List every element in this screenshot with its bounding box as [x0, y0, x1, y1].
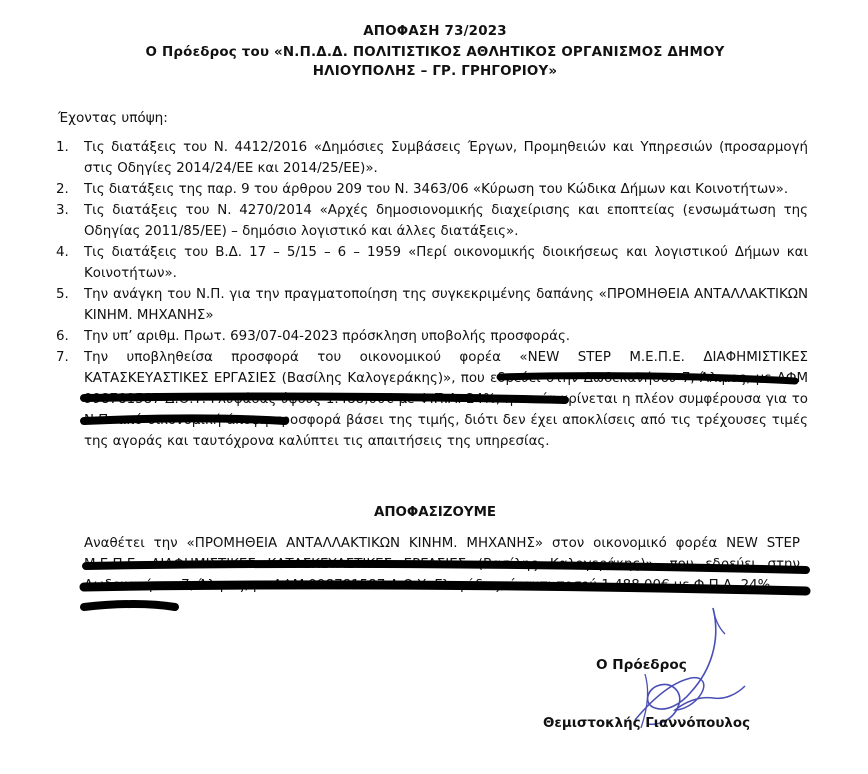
list-item [56, 200, 808, 242]
item-number: 3. [56, 203, 69, 218]
list-item [56, 242, 808, 284]
item-text: Τις διατάξεις του Ν. 4270/2014 «Αρχές δημοσιονομικής διαχείρισης και εποπτείας (ενσωμάτωση της Οδηγίας 2011/85/ΕΕ) – δημόσιο λογιστικό και άλλες διατάξεις». [84, 203, 808, 239]
item-text: Την υπ’ αριθμ. Πρωτ. 693/07-04-2023 πρόσκληση υποβολής προσφοράς. [84, 329, 571, 344]
item-number: 4. [56, 245, 69, 260]
header-line-3: ΗΛΙΟΥΠΟΛΗΣ – ΓΡ. ΓΡΗΓΟΡΙΟΥ» [312, 64, 558, 79]
item-number: 6. [56, 329, 69, 344]
signature-title: Ο Πρόεδρος [596, 657, 687, 673]
decision-text: Αναθέτει την «ΠΡΟΜΗΘΕΙΑ ΑΝΤΑΛΛΑΚΤΙΚΩΝ ΚΙΝΗΜ. ΜΗΧΑΝΗΣ» στον οικονομικό φορέα NEW STEP Μ.Ε.Π.Ε. ΔΙΑΦΗΜΙΣΤΙΚΕΣ ΚΑΤΑΣΚΕΥΑΣΤΙΚΕΣ ΕΡΓΑΣΙΕΣ (Βασίλης Καλογεράκης)», που εδρεύει στην Δωδεκανήσου 7, Άλιμος, με ΑΦΜ 998781587 Δ.Ο.Υ. Γλυφάδας, έναντι ποσού 1.488,00€ με Φ.Π.Α. 24%. [84, 536, 800, 593]
header-line-2: Ο Πρόεδρος του «Ν.Π.Δ.Δ. ΠΟΛΙΤΙΣΤΙΚΟΣ ΑΘΛΗΤΙΚΟΣ ΟΡΓΑΝΙΣΜΟΣ ΔΗΜΟΥ [145, 45, 725, 60]
list-item [56, 284, 808, 326]
item-number: 7. [56, 350, 69, 365]
considerations-list [56, 137, 808, 452]
item-text: Τις διατάξεις του Ν. 4412/2016 «Δημόσιες Συμβάσεις Έργων, Προμηθειών και Υπηρεσιών (προσαρμογή στις Οδηγίες 2014/24/ΕΕ και 2014/25/ΕΕ)». [84, 140, 808, 176]
item-text: Την υποβληθείσα προσφορά του οικονομικού φορέα «NEW STEP Μ.Ε.Π.Ε. ΔΙΑΦΗΜΙΣΤΙΚΕΣ ΚΑΤΑΣΚΕΥΑΣΤΙΚΕΣ ΕΡΓΑΣΙΕΣ (Βασίλης Καλογεράκης)», που εδρεύει στην Δωδεκανήσου 7, Άλιμος, με ΑΦΜ 998781587 Δ.Ο.Υ. Γλυφάδας ύψους 1.488,00€ με Φ.Π.Α. 24%, η οποία κρίνεται η πλέον συμφέρουσα για το Ν.Π. από οικονομική άποψη προσφορά βάσει της τιμής, διότι δεν έχει αποκλίσεις από τις τρέχουσες τιμές της αγοράς και ταυτόχρονα καλύπτει τις απαιτήσεις της υπηρεσίας. [84, 350, 808, 449]
item-text: Τις διατάξεις της παρ. 9 του άρθρου 209 του Ν. 3463/06 «Κύρωση του Κώδικα Δήμων και Κοινοτήτων». [84, 182, 789, 197]
decision-number: ΑΠΟΦΑΣΗ 73/2023 [363, 24, 507, 39]
list-item [56, 179, 808, 200]
item-text: Την ανάγκη του Ν.Π. για την πραγματοποίηση της συγκεκριμένης δαπάνης «ΠΡΟΜΗΘΕΙΑ ΑΝΤΑΛΛΑΚΤΙΚΩΝ ΚΙΝΗΜ. ΜΗΧΑΝΗΣ» [84, 287, 808, 323]
list-item [56, 347, 808, 452]
decision-heading: ΑΠΟΦΑΣΙΖΟΥΜΕ [373, 505, 497, 520]
list-item [56, 137, 808, 179]
item-text: Τις διατάξεις του Β.Δ. 17 – 5/15 – 6 – 1959 «Περί οικονομικής διοικήσεως και λογιστικού Δήμων και Κοινοτήτων». [84, 245, 808, 281]
list-item [56, 326, 808, 347]
item-number: 1. [56, 140, 69, 155]
intro-text: Έχοντας υπόψη: [58, 110, 168, 126]
item-number: 5. [56, 287, 69, 302]
item-number: 2. [56, 182, 69, 197]
signatory-name: Θεμιστοκλής Γιαννόπουλος [543, 716, 751, 731]
